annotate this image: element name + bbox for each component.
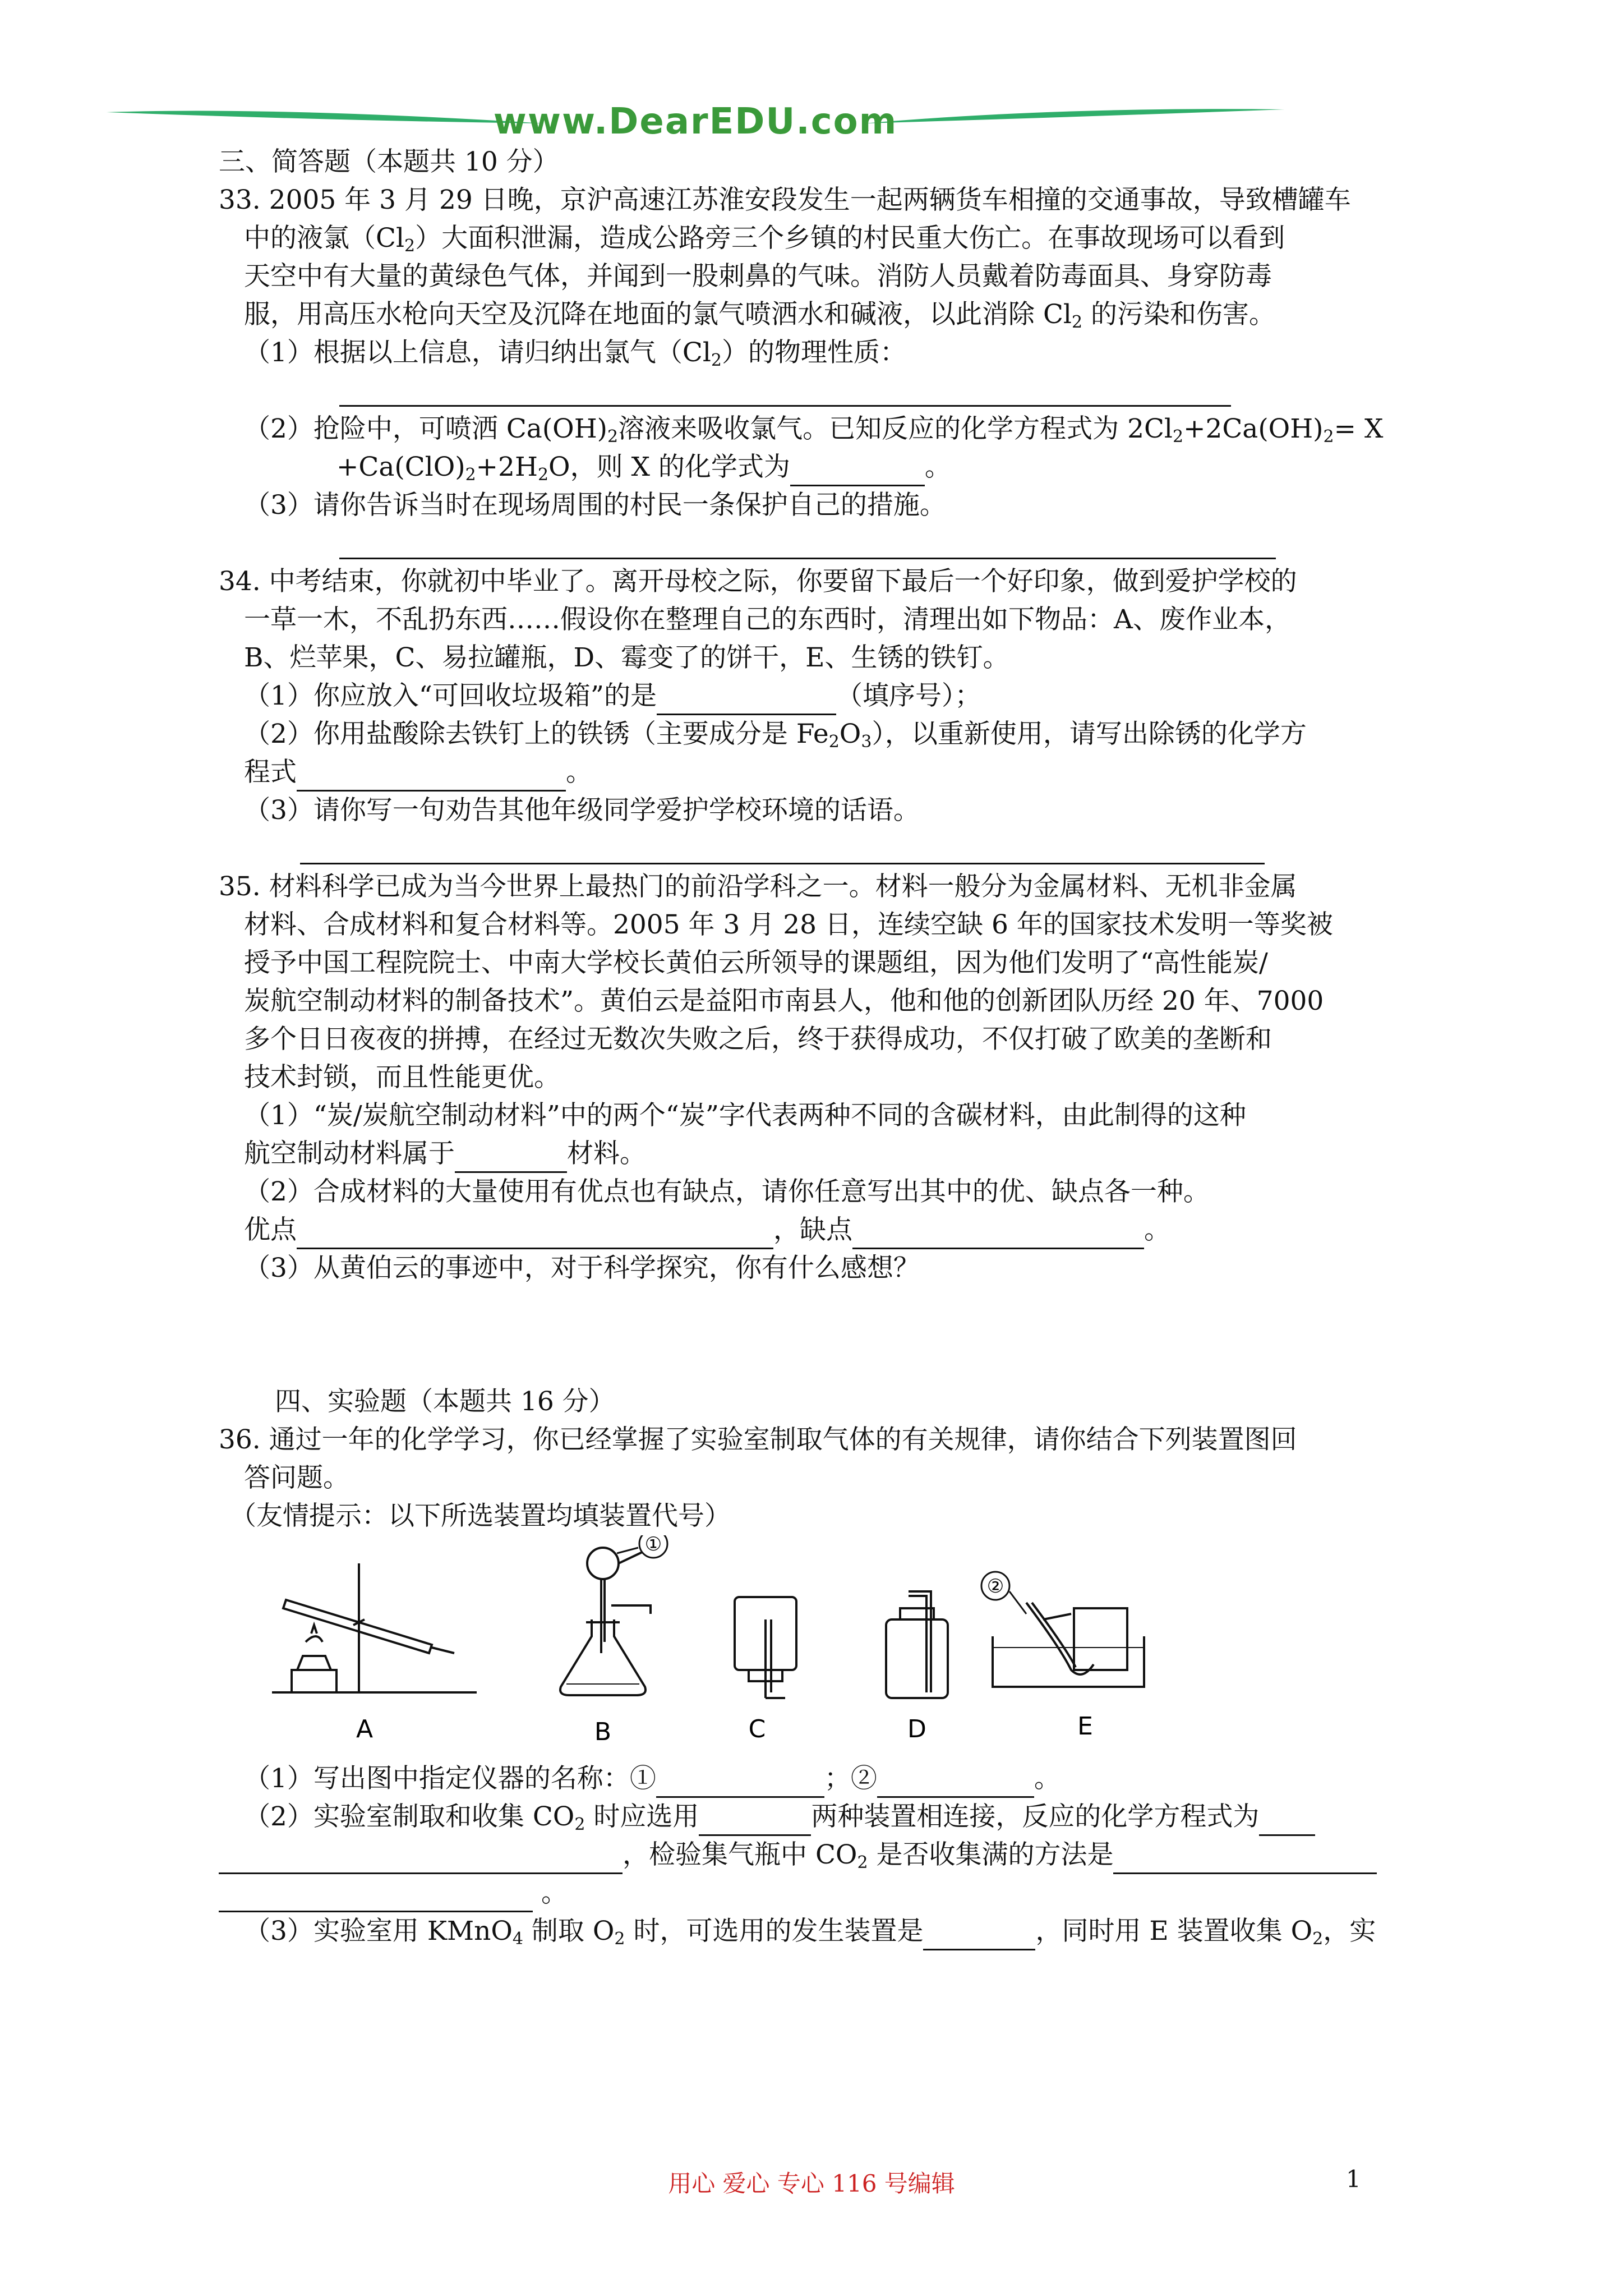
q35-line: 材料、合成材料和复合材料等。2005 年 3 月 28 日，连续空缺 6 年的国家技术发明一等奖被 — [244, 909, 1333, 940]
exam-content — [219, 143, 1419, 1950]
q35-line: 授予中国工程院院士、中南大学校长黄伯云所领导的课题组，因为他们发明了“高性能炭/ — [244, 947, 1268, 978]
q34-part-2-cont: 程式 。 — [219, 753, 1419, 792]
q35-part-1-cont: 航空制动材料属于 材料。 — [219, 1135, 1419, 1173]
answer-blank[interactable] — [852, 1220, 1144, 1249]
q35-part-1: （1）“炭/炭航空制动材料”中的两个“炭”字代表两种不同的含碳材料，由此制得的这种 — [244, 1100, 1246, 1131]
q35-part-2-answers: 优点 ，缺点 。 — [219, 1211, 1419, 1249]
answer-blank[interactable] — [219, 830, 1419, 868]
apparatus-a-icon — [272, 1563, 477, 1692]
label-c: C — [748, 1715, 766, 1743]
label-d: D — [907, 1715, 926, 1743]
q33-part-1: （1）根据以上信息，请归纳出氯气$(Cl_2)$的物理性质： — [244, 337, 906, 370]
q34-part-2: （2）你用盐酸除去铁钉上的铁锈（主要成分是 $Fe_2O_3$），以重新使用，请写出除锈的化学方 — [244, 719, 1307, 752]
answer-blank[interactable] — [1113, 1844, 1377, 1874]
q34-line: B、烂苹果，C、易拉罐瓶，D、霉变了的饼干，E、生锈的铁钉。 — [244, 642, 1009, 673]
apparatus-e-icon — [993, 1603, 1144, 1687]
page-footer — [0, 2165, 1623, 2199]
footer-text: 用心 爱心 专心 116 号编辑 — [668, 2170, 955, 2197]
q33-line: 33. 2005 年 3 月 29 日晚，京沪高速江苏淮安段发生一起两辆货车相撞的交通事故，导致槽罐车 — [219, 185, 1351, 215]
q33-line: 中的液氯$(Cl_2)$大面积泄漏，造成公路旁三个乡镇的村民重大伤亡。在事故现场可以看到 — [244, 223, 1285, 256]
answer-blank[interactable] — [923, 1921, 1035, 1950]
q36-part-3: （3）实验室用 KMnO$_4$ 制取 $O_2$ 时，可选用的发生装置是 ，同时用 E 装置收集 $O_2$，实 — [219, 1912, 1419, 1950]
section-title: 三、简答题（本题共 10 分） — [219, 146, 559, 177]
marker-1: ① — [644, 1535, 662, 1556]
page-header — [107, 95, 1284, 140]
marker-2: ② — [986, 1575, 1004, 1598]
q36-hint: （友情提示：以下所选装置均填装置代号） — [230, 1501, 731, 1531]
section-title: 四、实验题（本题共 16 分） — [275, 1386, 615, 1417]
q33-part-2: （2）抢险中，可喷洒 $Ca(OH)_2$溶液来吸收氯气。已知反应的化学方程式为 $2Cl_2+2Ca(OH)_2= X$ — [244, 413, 1384, 447]
answer-blank[interactable] — [699, 1806, 811, 1836]
q33-line: 服，用高压水枪向天空及沉降在地面的氯气喷洒水和碱液，以此消除 $Cl_2$ 的污染和伤害。 — [244, 299, 1275, 332]
q33-part-3: （3）请你告诉当时在现场周围的村民一条保护自己的措施。 — [244, 490, 946, 521]
q34-part-3: （3）请你写一句劝告其他年级同学爱护学校环境的话语。 — [244, 795, 920, 826]
answer-blank[interactable] — [297, 762, 566, 792]
site-name: www.DearEDU.com — [493, 101, 898, 142]
answer-blank[interactable] — [657, 685, 836, 715]
question-34 — [219, 563, 1419, 868]
q36-part-2-cont: ，检验集气瓶中 $CO_2$ 是否收集满的方法是 — [219, 1836, 1419, 1874]
label-e: E — [1077, 1712, 1093, 1741]
page-number: 1 — [1346, 2165, 1361, 2193]
answer-blank[interactable] — [1259, 1806, 1315, 1836]
q34-part-1: （1）你应放入“可回收垃圾箱”的是 （填序号）； — [219, 677, 1419, 715]
q33-line: 天空中有大量的黄绿色气体，并闻到一股刺鼻的气味。消防人员戴着防毒面具、身穿防毒 — [244, 261, 1272, 292]
answer-blank[interactable] — [656, 1768, 824, 1798]
lab-apparatus-diagram — [219, 1535, 1419, 1760]
answer-blank[interactable] — [790, 457, 925, 486]
label-b: B — [594, 1718, 612, 1746]
answer-blank[interactable] — [219, 1844, 623, 1874]
q35-part-2: （2）合成材料的大量使用有优点也有缺点，请你任意写出其中的优、缺点各一种。 — [244, 1176, 1210, 1207]
q35-line: 35. 材料科学已成为当今世界上最热门的前沿学科之一。材料一般分为金属材料、无机非金属 — [219, 871, 1297, 902]
q34-line: 34. 中考结束，你就初中毕业了。离开母校之际，你要留下最后一个好印象，做到爱护学校的 — [219, 566, 1297, 597]
q36-part-1: （1）写出图中指定仪器的名称：① ；② 。 — [219, 1760, 1419, 1798]
apparatus-figure — [219, 1535, 1419, 1760]
q33-part-2-cont: $+Ca(ClO)_2+2H_2O$，则 X 的化学式为 。 — [219, 448, 1419, 486]
q34-line: 一草一木，不乱扔东西……假设你在整理自己的东西时，清理出如下物品：A、废作业本， — [244, 604, 1291, 635]
q36-part-2-end: 。 — [219, 1874, 1419, 1912]
question-33 — [219, 181, 1419, 563]
q35-line: 技术封锁，而且性能更优。 — [244, 1062, 560, 1093]
answer-blank[interactable] — [219, 1883, 533, 1912]
q35-part-3: （3）从黄伯云的事迹中，对于科学探究，你有什么感想？ — [244, 1253, 920, 1283]
answer-blank[interactable] — [219, 524, 1419, 563]
question-36 — [219, 1421, 1419, 1950]
q36-line: 36. 通过一年的化学学习，你已经掌握了实验室制取气体的有关规律，请你结合下列装置图回 — [219, 1424, 1297, 1455]
apparatus-d-icon — [886, 1591, 948, 1698]
answer-blank[interactable] — [455, 1143, 567, 1173]
answer-blank[interactable] — [219, 372, 1419, 410]
question-35 — [219, 868, 1419, 1287]
answer-blank[interactable] — [877, 1768, 1034, 1798]
q35-line: 多个日日夜夜的拼搏，在经过无数次失败之后，终于获得成功，不仅打破了欧美的垄断和 — [244, 1024, 1272, 1055]
q35-line: 炭航空制动材料的制备技术”。黄伯云是益阳市南县人，他和他的创新团队历经 20 年、7000 — [244, 986, 1324, 1016]
q36-part-2: （2）实验室制取和收集 $CO_2$ 时应选用 两种装置相连接，反应的化学方程式为 — [219, 1798, 1419, 1836]
q36-line: 答问题。 — [244, 1462, 349, 1493]
apparatus-c-icon — [735, 1597, 796, 1698]
apparatus-b-icon — [560, 1548, 651, 1695]
label-a: A — [356, 1715, 374, 1743]
answer-blank[interactable] — [297, 1220, 773, 1249]
